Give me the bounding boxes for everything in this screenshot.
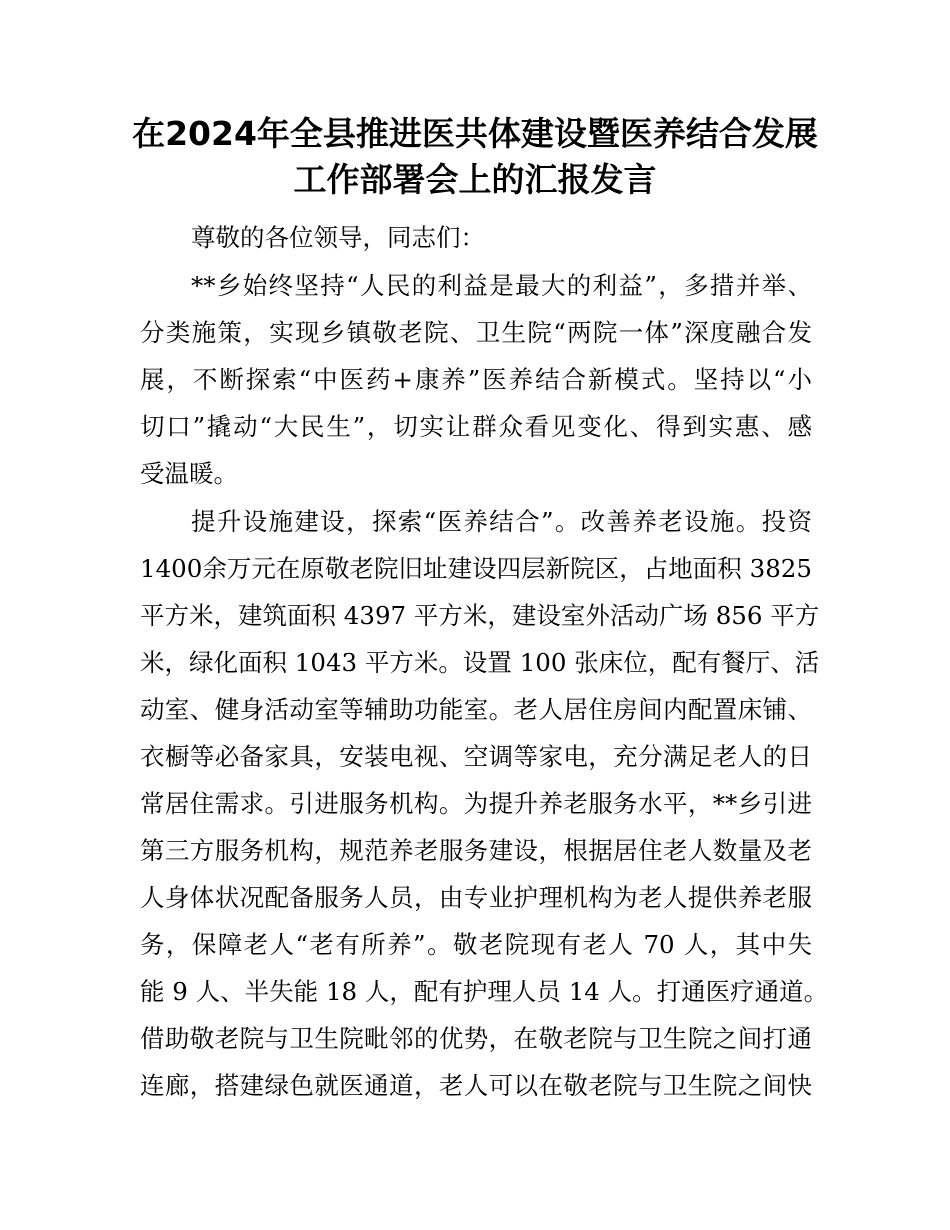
paragraph-2-line: 1400余万元在原敬老院旧址建设四层新院区，占地面积 3825 <box>140 554 812 583</box>
paragraph-2-line: 提升设施建设，探索“医养结合”。改善养老设施。投资 <box>191 507 812 536</box>
paragraph-2-line: 常居住需求。引进服务机构。为提升养老服务水平，**乡引进 <box>140 789 812 818</box>
document-title-line-2: 工作部署会上的汇报发言 <box>293 160 657 199</box>
paragraph-2-line: 借助敬老院与卫生院毗邻的优势，在敬老院与卫生院之间打通 <box>140 1024 812 1053</box>
paragraph-1-line: 分类施策，实现乡镇敬老院、卫生院“两院一体”深度融合发 <box>140 318 812 347</box>
paragraph-1-line: 展，不断探索“中医药+康养”医养结合新模式。坚持以“小 <box>140 365 812 394</box>
paragraph-2-line: 连廊，搭建绿色就医通道，老人可以在敬老院与卫生院之间快 <box>140 1071 812 1100</box>
paragraph-2-line: 第三方服务机构，规范养老服务建设，根据居住老人数量及老 <box>140 836 812 865</box>
paragraph-2-line: 动室、健身活动室等辅助功能室。老人居住房间内配置床铺、 <box>140 695 812 724</box>
paragraph-2-line: 衣橱等必备家具，安装电视、空调等家电，充分满足老人的日 <box>140 742 812 771</box>
paragraph-1-line: 受温暖。 <box>140 459 238 488</box>
paragraph-2-line: 米，绿化面积 1043 平方米。设置 100 张床位，配有餐厅、活 <box>140 648 820 677</box>
document-title-line-1: 在2024年全县推进医共体建设暨医养结合发展 <box>132 114 818 153</box>
paragraph-1-line: 切口”撬动“大民生”，切实让群众看见变化、得到实惠、感 <box>140 412 812 441</box>
paragraph-2-line: 人身体状况配备服务人员，由专业护理机构为老人提供养老服 <box>140 883 812 912</box>
paragraph-2-line: 能 9 人、半失能 18 人，配有护理人员 14 人。打通医疗通道。 <box>140 977 829 1006</box>
paragraph-1-line: **乡始终坚持“人民的利益是最大的利益”，多措并举、 <box>191 271 812 300</box>
salutation: 尊敬的各位领导，同志们： <box>191 223 485 252</box>
paragraph-2-line: 务，保障老人“老有所养”。敬老院现有老人 70 人，其中失 <box>140 930 812 959</box>
paragraph-2-line: 平方米，建筑面积 4397 平方米，建设室外活动广场 856 平方 <box>140 601 820 630</box>
